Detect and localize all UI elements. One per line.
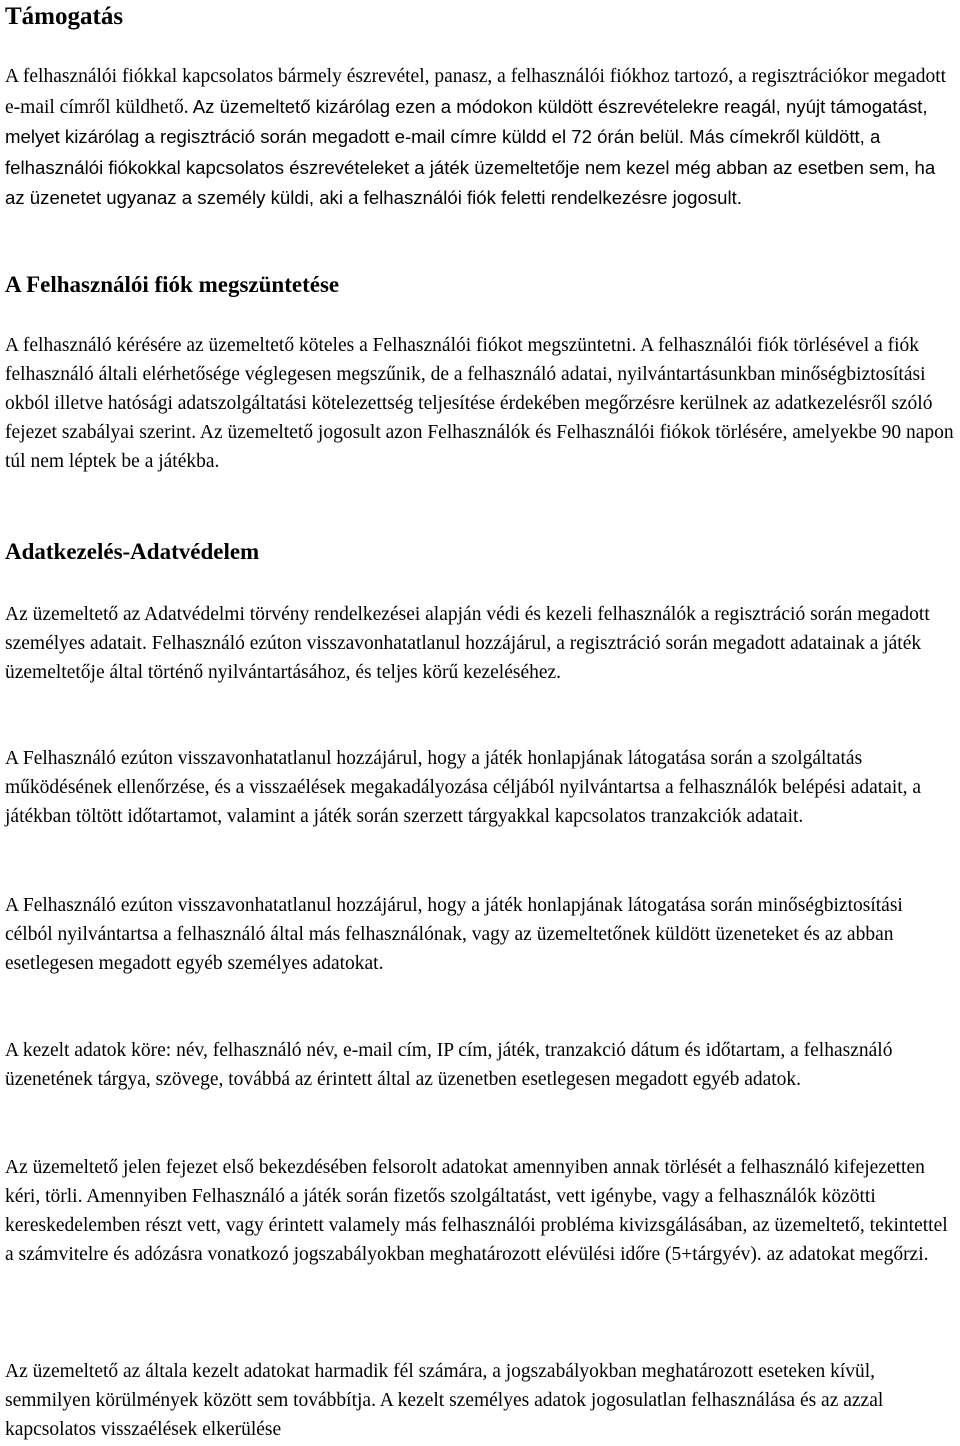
section-title-support: Támogatás (5, 3, 124, 30)
section-title-account-termination: A Felhasználói fiók megszüntetése (5, 272, 340, 297)
support-paragraph-serif: A felhasználói fiókkal kapcsolatos bármely észrevétel, panasz, a felhasználói fiókhoz tartozó, a regisztrációkor megadott e-mail címről küldhető. (5, 66, 947, 118)
support-paragraph (5, 62, 955, 214)
data-protection-paragraph-1: Az üzemeltető az Adatvédelmi törvény rendelkezései alapján védi és kezeli felhasználók a regisztráció során megadott személyes adatait. Felhasználó ezúton visszavonhatatlanul hozzájárul, a regisztráció során megadott adatainak a játék üzemeltetője által történő nyilvántartásához, és teljes körű kezeléséhez. (5, 604, 930, 683)
section-title-data-protection: Adatkezelés-Adatvédelem (5, 539, 260, 564)
data-protection-paragraph-4: A kezelt adatok köre: név, felhasználó név, e-mail cím, IP cím, játék, tranzakció dátum és időtartam, a felhasználó üzenetének tárgya, szövege, továbbá az érintett által az üzenetben esetlegesen megadott egyéb adatok. (5, 1040, 893, 1090)
account-termination-paragraph: A felhasználó kérésére az üzemeltető köteles a Felhasználói fiókot megszüntetni. A felhasználói fiók törlésével a fiók felhasználó általi elérhetősége véglegesen megszűnik, de a felhasználó adatai, nyilvántartásunkban minőségbiztosítási okból illetve hatósági adatszolgáltatási kötelezettség teljesítése érdekében megőrzésre kerülnek az adatkezelésről szóló fejezet szabályai szerint. Az üzemeltető jogosult azon Felhasználók és Felhasználói fiókok törlésére, amelyekbe 90 napon túl nem léptek be a játékba. (5, 335, 954, 472)
data-protection-paragraph-6: Az üzemeltető az általa kezelt adatokat harmadik fél számára, a jogszabályokban meghatározott eseteken kívül, semmilyen körülmények között sem továbbítja. A kezelt személyes adatok jogosulatlan felhasználása és az azzal kapcsolatos visszaélések elkerülése (5, 1361, 884, 1440)
support-paragraph-sans: Az üzemeltető kizárólag ezen a módokon küldött észrevételekre reagál, nyújt támogatást, melyet kizárólag a regisztráció során megadott e-mail címre küldd el 72 órán belül. Más címekről küldött, a felhasználói fiókokkal kapcsolatos észrevételeket a játék üzemeltetője nem kezel még abban az esetben sem, ha az üzenetet ugyanaz a személy küldi, aki a felhasználói fiók feletti rendelkezésre jogosult. (5, 95, 936, 208)
data-protection-paragraph-5: Az üzemeltető jelen fejezet első bekezdésében felsorolt adatokat amennyiben annak törlését a felhasználó kifejezetten kéri, törli. Amennyiben Felhasználó a játék során fizetős szolgáltatást, vett igénybe, vagy a felhasználók közötti kereskedelemben részt vett, vagy érintett valamely más felhasználói probléma kivizsgálásában, az üzemeltető, tekintettel a számvitelre és adózásra vonatkozó jogszabályokban meghatározott elévülési időre (5+tárgyév). az adatokat megőrzi. (5, 1157, 948, 1265)
data-protection-paragraph-2: A Felhasználó ezúton visszavonhatatlanul hozzájárul, hogy a játék honlapjának látogatása során a szolgáltatás működésének ellenőrzése, és a visszaélések megakadályozása céljából nyilvántartsa a felhasználók belépési adatait, a játékban töltött időtartamot, valamint a játék során szerzett tárgyakkal kapcsolatos tranzakciók adatait. (5, 748, 922, 827)
data-protection-paragraph-3: A Felhasználó ezúton visszavonhatatlanul hozzájárul, hogy a játék honlapjának látogatása során minőségbiztosítási célból nyilvántartsa a felhasználó által más felhasználónak, vagy az üzemeltetőnek küldött üzeneteket és az abban esetlegesen megadott egyéb személyes adatokat. (5, 895, 903, 974)
